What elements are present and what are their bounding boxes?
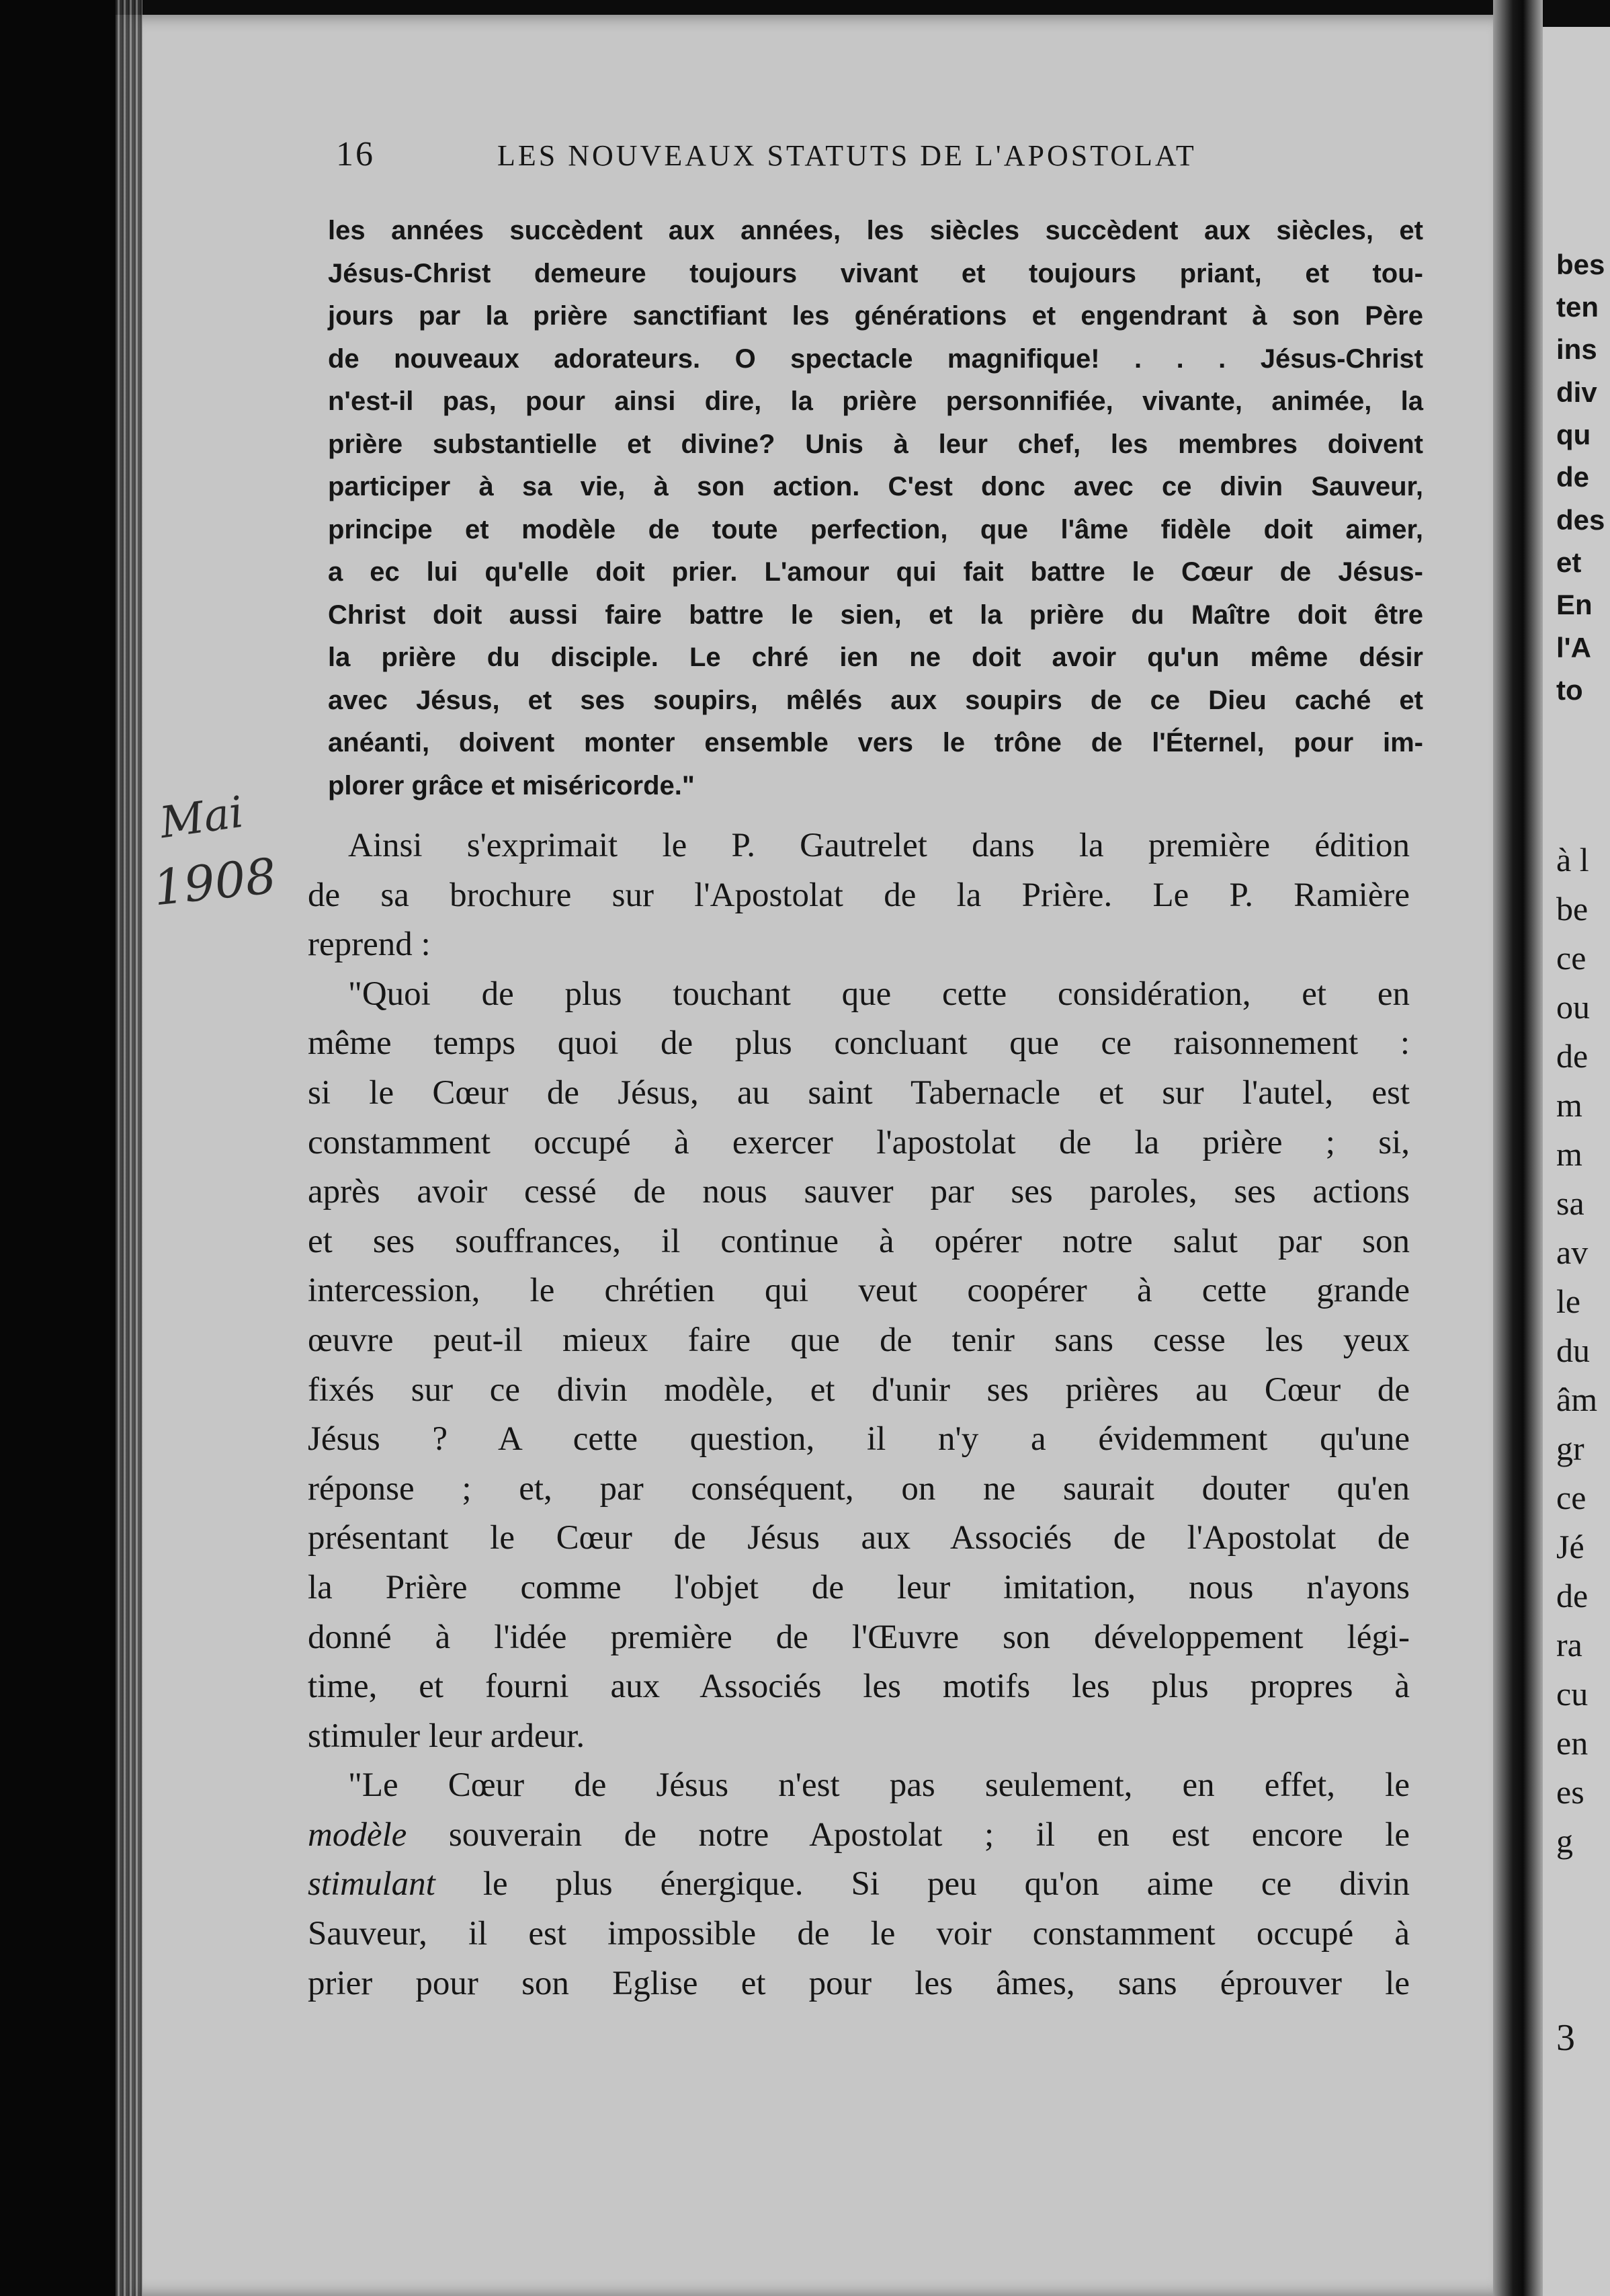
- text-line: après avoir cessé de nous sauver par ses paroles, ses actions: [308, 1173, 1410, 1211]
- right-fragment: bes: [1556, 249, 1605, 280]
- text-line: participer à sa vie, à son action. C'est donc avec ce divin Sauveur,: [328, 472, 1423, 501]
- text-line: "Le Cœur de Jésus n'est pas seulement, en effet, le: [348, 1766, 1410, 1805]
- right-fragment: div: [1556, 376, 1597, 408]
- text-line: de sa brochure sur l'Apostolat de la Prière. Le P. Ramière: [308, 876, 1410, 914]
- text-line: prier pour son Eglise et pour les âmes, sans éprouver le: [308, 1964, 1410, 2002]
- right-fragment: des: [1556, 504, 1605, 536]
- text-line: [308, 1860, 1410, 1910]
- text-line: Ainsi s'exprimait le P. Gautrelet dans la première édition: [348, 827, 1410, 864]
- text-line: plorer grâce et miséricorde.": [328, 770, 695, 801]
- text-line: prière substantielle et divine? Unis à leur chef, les membres doivent: [328, 429, 1423, 459]
- handwritten-margin-note: [153, 786, 328, 921]
- right-fragment: ce: [1556, 939, 1586, 977]
- text-line: la Prière comme l'objet de leur imitation, nous n'ayons: [308, 1568, 1410, 1606]
- text-line: Sauveur, il est impossible de le voir constamment occupé à: [308, 1915, 1410, 1953]
- right-fragment: de: [1556, 1577, 1588, 1614]
- right-fragment: gr: [1556, 1430, 1584, 1467]
- text-line: intercession, le chrétien qui veut coopérer à cette grande: [308, 1272, 1410, 1310]
- right-fragment: Jé: [1556, 1528, 1584, 1565]
- text-line: donné à l'idée première de l'Œuvre son développement légi-: [308, 1618, 1410, 1656]
- running-head: LES NOUVEAUX STATUTS DE L'APOSTOLAT: [497, 139, 1197, 172]
- right-fragment: En: [1556, 589, 1593, 620]
- text-line: avec Jésus, et ses soupirs, mêlés aux soupirs de ce Dieu caché et: [328, 685, 1423, 715]
- text-line: principe et modèle de toute perfection, que l'âme fidèle doit aimer,: [328, 514, 1423, 544]
- text-line: Christ doit aussi faire battre le sien, et la prière du Maître doit être: [328, 600, 1423, 630]
- text-line: présentant le Cœur de Jésus aux Associés de l'Apostolat de: [308, 1519, 1410, 1557]
- page-edges: [116, 0, 142, 2296]
- text-line: même temps quoi de plus concluant que ce raisonnement :: [308, 1024, 1410, 1063]
- right-fragment: du: [1556, 1331, 1590, 1369]
- right-fragment: le: [1556, 1282, 1581, 1320]
- text-line: "Quoi de plus touchant que cette considération, et en: [348, 975, 1410, 1013]
- right-fragment: et: [1556, 546, 1582, 578]
- right-fragment: be: [1556, 890, 1588, 928]
- quoted-paragraph: [328, 210, 1423, 807]
- body-text: [308, 821, 1410, 2008]
- text-line: réponse ; et, par conséquent, on ne saurait douter qu'en: [308, 1469, 1410, 1508]
- right-fragment: ten: [1556, 291, 1599, 323]
- text-line: les années succèdent aux années, les siècles succèdent aux siècles, et: [328, 216, 1423, 245]
- text-line: fixés sur ce divin modèle, et d'unir ses prières au Cœur de: [308, 1370, 1410, 1409]
- margin-note-month: Mai: [157, 787, 247, 849]
- right-fragment: âm: [1556, 1381, 1598, 1418]
- right-page-mark: 3: [1556, 2017, 1575, 2059]
- margin-note-year: 1908: [151, 847, 280, 917]
- text-line: jours par la prière sanctifiant les générations et engendrant à son Père: [328, 301, 1423, 331]
- text-span: souverain de notre Apostolat ; il en est encore le: [407, 1815, 1410, 1854]
- page-header: [336, 134, 1277, 181]
- text-line: time, et fourni aux Associés les motifs les plus propres à: [308, 1668, 1410, 1706]
- right-fragment: ra: [1556, 1626, 1582, 1664]
- right-fragment: de: [1556, 1037, 1588, 1075]
- text-line: Jésus ? A cette question, il n'y a évidemment qu'une: [308, 1420, 1410, 1459]
- right-fragment: g: [1556, 1822, 1573, 1860]
- text-line: n'est-il pas, pour ainsi dire, la prière personnifiée, vivante, animée, la: [328, 386, 1423, 416]
- right-fragment: en: [1556, 1724, 1588, 1762]
- right-fragment: cu: [1556, 1675, 1588, 1713]
- text-line: œuvre peut-il mieux faire que de tenir sans cesse les yeux: [308, 1321, 1410, 1359]
- right-fragment: ce: [1556, 1479, 1586, 1516]
- right-fragment: sa: [1556, 1184, 1584, 1222]
- italic-word: stimulant: [308, 1865, 435, 1903]
- right-fragment: ins: [1556, 333, 1597, 365]
- book-spine: [1493, 0, 1543, 2296]
- right-fragment: to: [1556, 674, 1583, 706]
- page-number: 16: [336, 135, 375, 173]
- italic-word: modèle: [308, 1815, 407, 1854]
- text-line: stimuler leur ardeur.: [308, 1717, 585, 1755]
- right-fragment: m: [1556, 1135, 1582, 1173]
- text-line: a ec lui qu'elle doit prier. L'amour qui fait battre le Cœur de Jésus-: [328, 557, 1423, 587]
- text-line: si le Cœur de Jésus, au saint Tabernacle et sur l'autel, est: [308, 1073, 1410, 1112]
- right-fragment: l'A: [1556, 632, 1591, 663]
- right-fragment: de: [1556, 461, 1590, 493]
- text-line: anéanti, doivent monter ensemble vers le trône de l'Éternel, pour im-: [328, 728, 1423, 757]
- right-fragment: qu: [1556, 419, 1591, 450]
- text-line: de nouveaux adorateurs. O spectacle magnifique! . . . Jésus-Christ: [328, 343, 1423, 374]
- text-line: Jésus-Christ demeure toujours vivant et toujours priant, et tou-: [328, 258, 1423, 288]
- right-fragment: m: [1556, 1086, 1582, 1124]
- text-line: constamment occupé à exercer l'apostolat de la prière ; si,: [308, 1123, 1410, 1161]
- right-fragment: à l: [1556, 841, 1589, 878]
- right-page-fragment: [1543, 27, 1610, 2296]
- text-span: le plus énergique. Si peu qu'on aime ce divin: [435, 1865, 1410, 1903]
- text-line: et ses souffrances, il continue à opérer notre salut par son: [308, 1222, 1410, 1260]
- right-fragment: ou: [1556, 988, 1590, 1026]
- right-fragment: es: [1556, 1773, 1584, 1811]
- text-line: la prière du disciple. Le chré ien ne doit avoir qu'un même désir: [328, 643, 1423, 672]
- right-fragment: av: [1556, 1233, 1588, 1271]
- text-line: [308, 1811, 1410, 1860]
- text-line: reprend :: [308, 926, 431, 964]
- scan-background: [0, 0, 116, 2296]
